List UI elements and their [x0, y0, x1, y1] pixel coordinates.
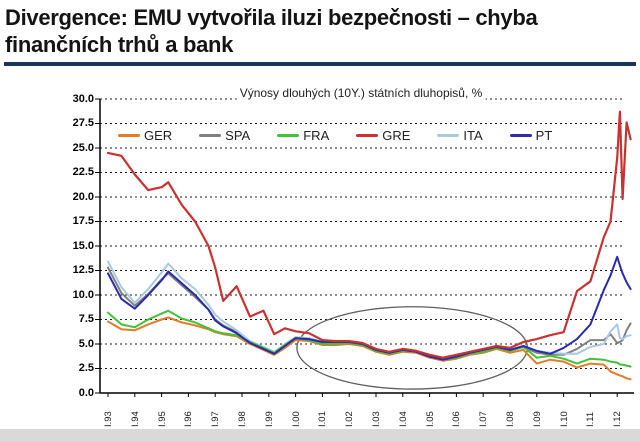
x-axis-label: I.99: [263, 411, 275, 427]
x-axis-label: I.05: [424, 411, 436, 427]
y-axis-label: 20.0: [72, 190, 94, 203]
y-axis-label: 5.0: [78, 337, 94, 350]
legend-label: GER: [144, 128, 173, 143]
y-axis-label: 17.5: [72, 215, 94, 227]
chart-legend: [118, 128, 552, 143]
y-axis-label: 30.0: [72, 92, 94, 105]
series-line-fra: [108, 311, 631, 367]
x-axis-label: I.10: [558, 411, 570, 427]
y-axis-label: 15.0: [72, 239, 94, 252]
x-axis-label: I.11: [585, 411, 597, 427]
y-axis-label: 10.0: [72, 288, 94, 301]
x-axis-label: I.03: [371, 411, 382, 427]
legend-swatch-pt-icon: [510, 134, 532, 137]
legend-swatch-gre-icon: [356, 134, 378, 137]
page-title-line2: finančních trhů a bank: [5, 32, 234, 57]
legend-label: FRA: [303, 128, 330, 143]
legend-item-gre: [356, 128, 410, 143]
x-axis-label: I.94: [129, 411, 141, 427]
legend-swatch-spa-icon: [199, 134, 221, 137]
chart-title: Výnosy dlouhých (10Y.) státních dluhopisů, %: [237, 86, 486, 100]
x-axis-label: I.96: [183, 411, 195, 427]
y-axis-label: 0.0: [78, 386, 94, 399]
y-axis-label: 25.0: [72, 141, 94, 154]
x-axis-label: I.04: [397, 411, 409, 427]
x-axis-label: I.98: [237, 411, 248, 427]
x-axis-label: I.93: [103, 411, 114, 427]
x-axis-label: I.97: [210, 411, 222, 427]
x-axis-label: I.07: [478, 411, 490, 427]
x-axis-label: I.12: [612, 411, 624, 427]
legend-swatch-fra-icon: [277, 134, 299, 137]
y-axis-label: 22.5: [72, 166, 94, 178]
x-axis-label: I.01: [317, 411, 329, 427]
legend-item-pt: [510, 128, 553, 143]
legend-label: PT: [535, 128, 553, 143]
x-axis-label: I.08: [505, 411, 516, 427]
y-axis-label: 27.5: [72, 117, 94, 129]
page-title-line1: Divergence: EMU vytvořila iluzi bezpečnosti – chyba: [5, 5, 538, 30]
legend-label: GRE: [382, 128, 411, 143]
y-axis-label: 2.5: [78, 362, 94, 374]
legend-label: SPA: [225, 128, 251, 143]
legend-label: ITA: [463, 128, 483, 143]
y-axis-label: 7.5: [78, 313, 94, 325]
legend-item-spa: [199, 128, 250, 143]
x-axis-label: I.02: [344, 411, 356, 427]
legend-item-ger: [118, 128, 172, 143]
x-axis-label: I.00: [290, 411, 302, 427]
x-axis-label: I.95: [156, 411, 168, 427]
y-axis-label: 12.5: [72, 264, 94, 276]
legend-item-ita: [437, 128, 482, 143]
legend-item-fra: [277, 128, 329, 143]
legend-swatch-ita-icon: [437, 134, 459, 137]
x-axis-label: I.06: [451, 411, 463, 427]
legend-swatch-ger-icon: [118, 134, 140, 137]
x-axis-label: I.09: [531, 411, 543, 427]
